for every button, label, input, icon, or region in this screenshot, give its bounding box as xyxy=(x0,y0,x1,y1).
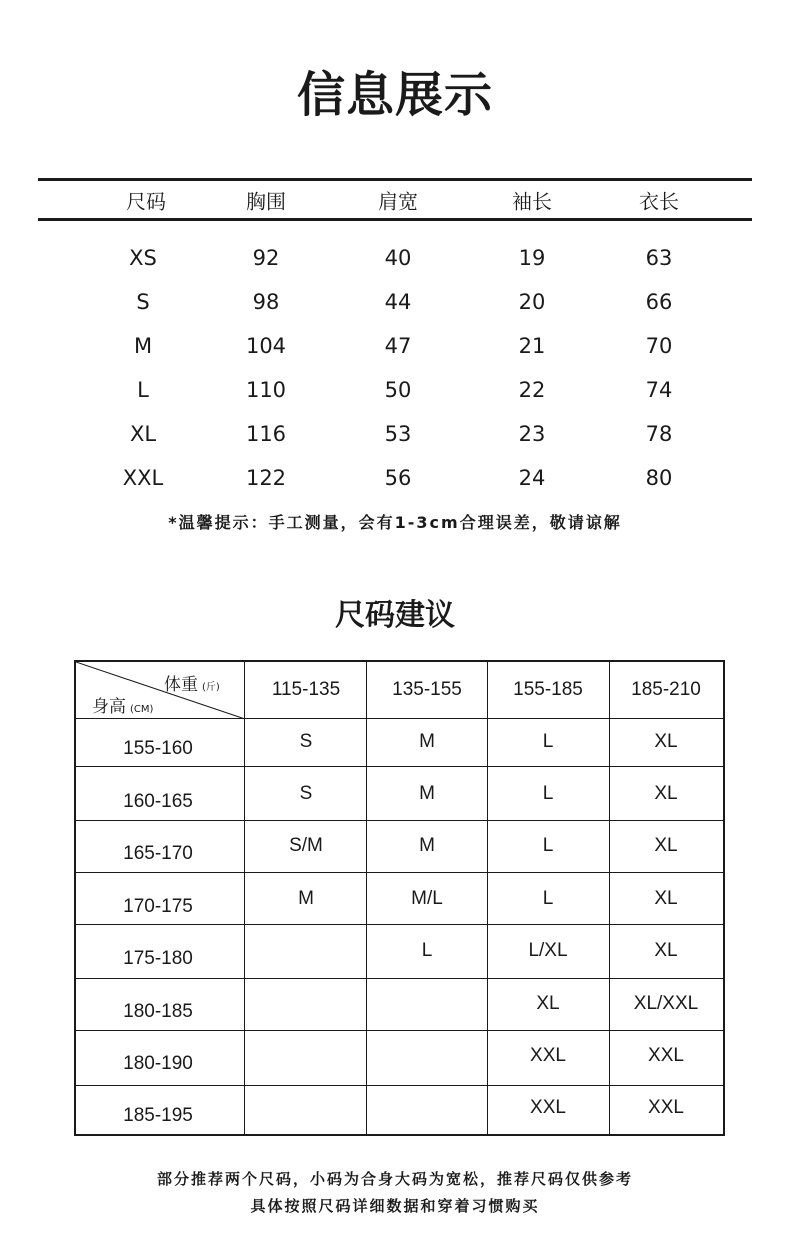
grid-hline xyxy=(76,820,723,821)
suggested-size: M xyxy=(419,835,435,856)
spec-cell-sleeve: 19 xyxy=(518,246,546,270)
spec-cell-shoulder: 47 xyxy=(384,334,412,358)
spec-cell-chest: 116 xyxy=(245,422,287,446)
spec-cell-chest: 122 xyxy=(245,466,287,490)
suggest-title: 尺码建议 xyxy=(335,598,455,633)
spec-header-size: 尺码 xyxy=(126,189,166,214)
spec-cell-shoulder: 56 xyxy=(384,466,412,490)
spec-header-chest: 胸围 xyxy=(246,189,286,214)
suggested-size: XXL xyxy=(648,1045,684,1066)
suggested-size: XL xyxy=(654,888,678,909)
grid-vline xyxy=(366,662,367,1134)
spec-cell-shoulder: 53 xyxy=(384,422,412,446)
grid-hline xyxy=(76,1030,723,1031)
height-range-label: 170-175 xyxy=(123,896,193,917)
suggested-size: L xyxy=(421,940,433,961)
height-range-label: 180-190 xyxy=(123,1053,193,1074)
suggested-size: XXL xyxy=(648,1097,684,1118)
table-row xyxy=(0,368,790,412)
spec-cell-length: 66 xyxy=(645,290,673,314)
table-row xyxy=(0,236,790,280)
grid-vline xyxy=(244,662,245,1134)
footer-note-line2: 具体按照尺码详细数据和穿着习惯购买 xyxy=(250,1197,540,1215)
corner-weight-label xyxy=(164,670,220,695)
spec-cell-length: 74 xyxy=(645,378,673,402)
weight-range-header: 135-155 xyxy=(392,679,462,700)
grid-hline xyxy=(76,1085,723,1086)
suggested-size: L xyxy=(542,835,554,856)
spec-cell-sleeve: 23 xyxy=(518,422,546,446)
suggested-size: XL xyxy=(536,993,560,1014)
table-row xyxy=(0,280,790,324)
weight-range-header: 185-210 xyxy=(631,679,701,700)
spec-cell-chest: 104 xyxy=(245,334,287,358)
weight-range-header: 155-185 xyxy=(513,679,583,700)
spec-cell-shoulder: 40 xyxy=(384,246,412,270)
spec-cell-length: 80 xyxy=(645,466,673,490)
height-range-label: 155-160 xyxy=(123,738,193,759)
corner-height-text: 身高 xyxy=(92,697,126,717)
spec-cell-sleeve: 21 xyxy=(518,334,546,358)
suggested-size: L xyxy=(542,783,554,804)
grid-vline xyxy=(609,662,610,1134)
grid-hline xyxy=(76,978,723,979)
spec-cell-chest: 92 xyxy=(252,246,280,270)
table-row xyxy=(0,324,790,368)
grid-vline xyxy=(487,662,488,1134)
spec-cell-size: M xyxy=(133,334,153,358)
spec-cell-chest: 110 xyxy=(245,378,287,402)
spec-cell-length: 78 xyxy=(645,422,673,446)
suggested-size: XL/XXL xyxy=(633,993,699,1014)
grid-hline xyxy=(76,872,723,873)
suggested-size: L xyxy=(542,731,554,752)
suggested-size: XL xyxy=(654,940,678,961)
suggested-size: S xyxy=(299,731,313,752)
suggested-size: XL xyxy=(654,783,678,804)
suggested-size: S xyxy=(299,783,313,804)
corner-weight-text: 体重 xyxy=(164,675,198,695)
suggested-size: XL xyxy=(654,835,678,856)
suggested-size: XL xyxy=(654,731,678,752)
height-range-label: 160-165 xyxy=(123,791,193,812)
spec-cell-size: S xyxy=(136,290,150,314)
suggested-size: M xyxy=(298,888,314,909)
size-suggestion-table xyxy=(74,660,725,1136)
spec-table-header xyxy=(0,178,790,221)
spec-cell-chest: 98 xyxy=(252,290,280,314)
spec-cell-size: L xyxy=(137,378,149,402)
height-range-label: 180-185 xyxy=(123,1001,193,1022)
spec-header-length: 衣长 xyxy=(639,189,679,214)
spec-cell-shoulder: 50 xyxy=(384,378,412,402)
table-row xyxy=(0,456,790,500)
suggested-size: L/XL xyxy=(528,940,568,961)
spec-cell-sleeve: 24 xyxy=(518,466,546,490)
suggested-size: M xyxy=(419,731,435,752)
suggested-size: L xyxy=(542,888,554,909)
spec-cell-sleeve: 22 xyxy=(518,378,546,402)
spec-cell-length: 70 xyxy=(645,334,673,358)
suggested-size: M/L xyxy=(411,888,443,909)
spec-cell-length: 63 xyxy=(645,246,673,270)
info-title: 信息展示 xyxy=(296,67,493,123)
grid-hline xyxy=(76,718,723,719)
corner-height-unit: (CM) xyxy=(130,704,154,715)
spec-header-shoulder: 肩宽 xyxy=(378,189,418,214)
footer-note-line1: 部分推荐两个尺码，小码为合身大码为宽松，推荐尺码仅供参考 xyxy=(156,1170,633,1188)
suggested-size: M xyxy=(419,783,435,804)
corner-height-label xyxy=(92,692,153,717)
suggested-size: S/M xyxy=(289,835,323,856)
corner-weight-unit: (斤) xyxy=(202,682,220,693)
table-row xyxy=(0,412,790,456)
grid-hline xyxy=(76,924,723,925)
grid-hline xyxy=(76,766,723,767)
suggested-size: XXL xyxy=(530,1097,566,1118)
weight-range-header: 115-135 xyxy=(271,679,341,700)
spec-cell-shoulder: 44 xyxy=(384,290,412,314)
height-range-label: 175-180 xyxy=(123,948,193,969)
spec-cell-sleeve: 20 xyxy=(518,290,546,314)
height-range-label: 165-170 xyxy=(123,843,193,864)
spec-cell-size: XL xyxy=(129,422,157,446)
height-range-label: 185-195 xyxy=(123,1105,193,1126)
suggested-size: XXL xyxy=(530,1045,566,1066)
spec-cell-size: XXL xyxy=(122,466,164,490)
spec-cell-size: XS xyxy=(129,246,157,270)
spec-header-sleeve: 袖长 xyxy=(512,189,552,214)
measurement-note: *温馨提示：手工测量，会有1-3cm合理误差，敬请谅解 xyxy=(168,513,622,532)
